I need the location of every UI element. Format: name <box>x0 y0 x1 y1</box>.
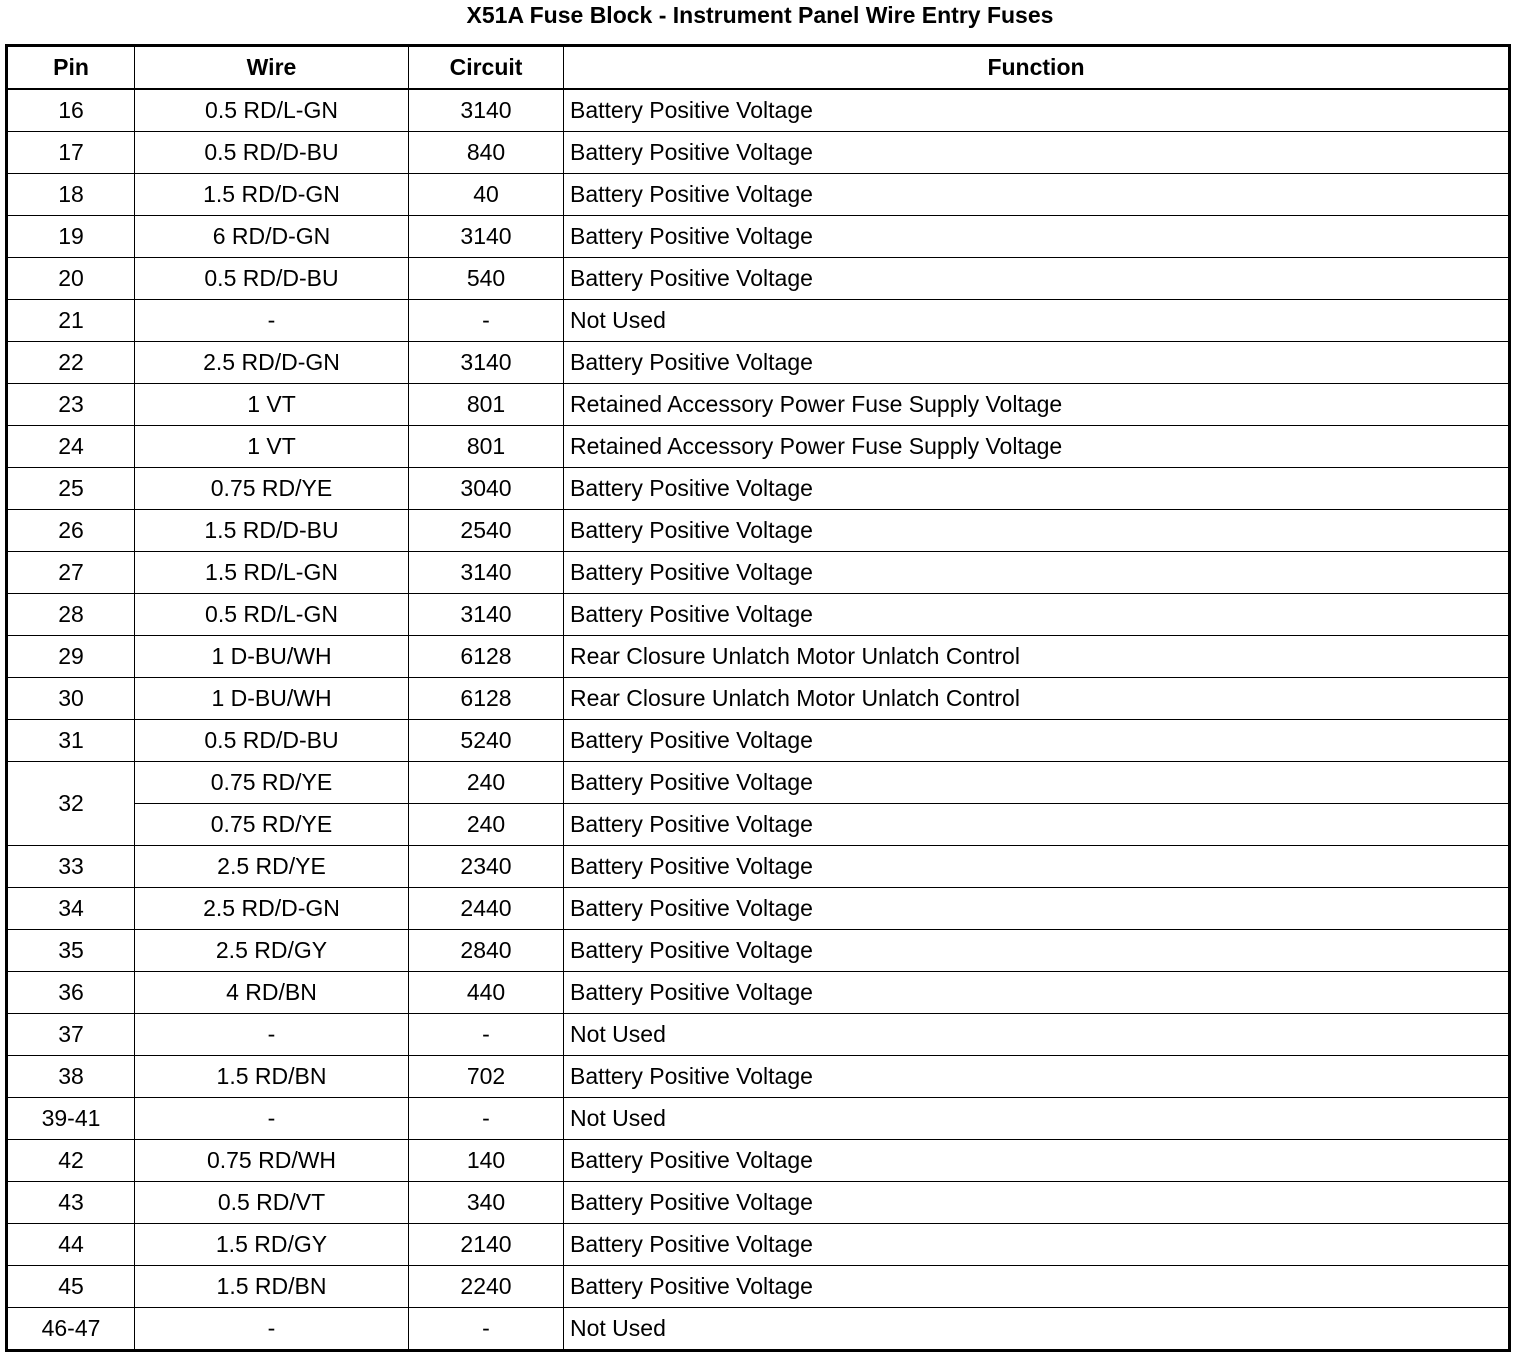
cell-wire: 1.5 RD/D-GN <box>135 174 409 216</box>
cell-function: Battery Positive Voltage <box>564 1182 1510 1224</box>
cell-function: Battery Positive Voltage <box>564 1056 1510 1098</box>
cell-circuit: 801 <box>409 426 564 468</box>
cell-wire: 2.5 RD/D-GN <box>135 342 409 384</box>
cell-circuit: 340 <box>409 1182 564 1224</box>
table-body <box>7 89 1510 1351</box>
cell-pin: 22 <box>7 342 135 384</box>
cell-function: Battery Positive Voltage <box>564 258 1510 300</box>
cell-pin: 38 <box>7 1056 135 1098</box>
cell-function: Battery Positive Voltage <box>564 89 1510 132</box>
table-row <box>7 762 1510 804</box>
cell-circuit: 240 <box>409 762 564 804</box>
cell-circuit: 801 <box>409 384 564 426</box>
cell-wire: 1 VT <box>135 426 409 468</box>
cell-circuit: 2240 <box>409 1266 564 1308</box>
cell-function: Not Used <box>564 1098 1510 1140</box>
table-row <box>7 678 1510 720</box>
cell-circuit: 840 <box>409 132 564 174</box>
cell-pin: 46-47 <box>7 1308 135 1351</box>
cell-circuit: 2840 <box>409 930 564 972</box>
cell-wire: 0.75 RD/YE <box>135 804 409 846</box>
cell-function: Rear Closure Unlatch Motor Unlatch Control <box>564 636 1510 678</box>
cell-function: Not Used <box>564 300 1510 342</box>
cell-wire: 2.5 RD/YE <box>135 846 409 888</box>
table-row <box>7 216 1510 258</box>
table-row <box>7 846 1510 888</box>
table-row <box>7 300 1510 342</box>
cell-wire: 4 RD/BN <box>135 972 409 1014</box>
cell-circuit: 2440 <box>409 888 564 930</box>
cell-pin: 35 <box>7 930 135 972</box>
cell-function: Battery Positive Voltage <box>564 594 1510 636</box>
cell-circuit: 5240 <box>409 720 564 762</box>
cell-pin: 39-41 <box>7 1098 135 1140</box>
cell-pin: 18 <box>7 174 135 216</box>
cell-pin: 26 <box>7 510 135 552</box>
cell-function: Battery Positive Voltage <box>564 1266 1510 1308</box>
cell-wire: 6 RD/D-GN <box>135 216 409 258</box>
cell-wire: 1.5 RD/D-BU <box>135 510 409 552</box>
cell-pin: 19 <box>7 216 135 258</box>
cell-wire: - <box>135 1308 409 1351</box>
cell-pin: 36 <box>7 972 135 1014</box>
table-row <box>7 1308 1510 1351</box>
cell-circuit: 6128 <box>409 678 564 720</box>
cell-wire: 1.5 RD/BN <box>135 1056 409 1098</box>
cell-pin: 20 <box>7 258 135 300</box>
table-row <box>7 510 1510 552</box>
cell-circuit: 440 <box>409 972 564 1014</box>
cell-pin: 27 <box>7 552 135 594</box>
cell-pin: 32 <box>7 762 135 846</box>
table-row <box>7 132 1510 174</box>
table-row <box>7 930 1510 972</box>
table-row <box>7 342 1510 384</box>
cell-circuit: 3140 <box>409 552 564 594</box>
cell-wire: 0.75 RD/YE <box>135 762 409 804</box>
cell-circuit: 3140 <box>409 342 564 384</box>
cell-pin: 31 <box>7 720 135 762</box>
cell-circuit: - <box>409 300 564 342</box>
cell-wire: 2.5 RD/GY <box>135 930 409 972</box>
header-function: Function <box>564 46 1510 90</box>
cell-function: Battery Positive Voltage <box>564 804 1510 846</box>
table-row <box>7 1182 1510 1224</box>
cell-pin: 28 <box>7 594 135 636</box>
cell-function: Battery Positive Voltage <box>564 174 1510 216</box>
cell-function: Battery Positive Voltage <box>564 552 1510 594</box>
table-row <box>7 1056 1510 1098</box>
table-row <box>7 972 1510 1014</box>
cell-pin: 30 <box>7 678 135 720</box>
cell-circuit: 2540 <box>409 510 564 552</box>
cell-pin: 34 <box>7 888 135 930</box>
cell-circuit: 540 <box>409 258 564 300</box>
cell-pin: 42 <box>7 1140 135 1182</box>
cell-wire: 1 VT <box>135 384 409 426</box>
table-row <box>7 1266 1510 1308</box>
cell-pin: 44 <box>7 1224 135 1266</box>
cell-wire: 1.5 RD/L-GN <box>135 552 409 594</box>
table-row <box>7 174 1510 216</box>
cell-pin: 29 <box>7 636 135 678</box>
cell-pin: 16 <box>7 89 135 132</box>
cell-wire: 1.5 RD/GY <box>135 1224 409 1266</box>
table-row <box>7 258 1510 300</box>
cell-function: Battery Positive Voltage <box>564 468 1510 510</box>
table-row <box>7 804 1510 846</box>
table-row <box>7 888 1510 930</box>
table-row <box>7 468 1510 510</box>
cell-circuit: - <box>409 1308 564 1351</box>
cell-pin: 37 <box>7 1014 135 1056</box>
cell-wire: 0.75 RD/WH <box>135 1140 409 1182</box>
table-row <box>7 594 1510 636</box>
cell-pin: 21 <box>7 300 135 342</box>
cell-function: Battery Positive Voltage <box>564 1140 1510 1182</box>
cell-wire: 2.5 RD/D-GN <box>135 888 409 930</box>
cell-circuit: 140 <box>409 1140 564 1182</box>
cell-wire: 1.5 RD/BN <box>135 1266 409 1308</box>
cell-function: Retained Accessory Power Fuse Supply Voltage <box>564 426 1510 468</box>
cell-circuit: 40 <box>409 174 564 216</box>
cell-wire: 0.5 RD/D-BU <box>135 258 409 300</box>
header-pin: Pin <box>7 46 135 90</box>
cell-function: Battery Positive Voltage <box>564 762 1510 804</box>
cell-pin: 43 <box>7 1182 135 1224</box>
cell-circuit: 2140 <box>409 1224 564 1266</box>
cell-circuit: 3140 <box>409 89 564 132</box>
table-row <box>7 1224 1510 1266</box>
cell-pin: 25 <box>7 468 135 510</box>
cell-function: Battery Positive Voltage <box>564 132 1510 174</box>
table-row <box>7 1014 1510 1056</box>
cell-circuit: 3040 <box>409 468 564 510</box>
cell-pin: 24 <box>7 426 135 468</box>
cell-function: Battery Positive Voltage <box>564 342 1510 384</box>
cell-function: Not Used <box>564 1014 1510 1056</box>
cell-function: Battery Positive Voltage <box>564 1224 1510 1266</box>
fuse-table <box>5 44 1511 1352</box>
cell-pin: 45 <box>7 1266 135 1308</box>
header-circuit: Circuit <box>409 46 564 90</box>
cell-pin: 23 <box>7 384 135 426</box>
cell-function: Battery Positive Voltage <box>564 930 1510 972</box>
cell-wire: 0.5 RD/D-BU <box>135 132 409 174</box>
table-row <box>7 1098 1510 1140</box>
cell-function: Battery Positive Voltage <box>564 510 1510 552</box>
table-row <box>7 1140 1510 1182</box>
cell-function: Battery Positive Voltage <box>564 846 1510 888</box>
cell-circuit: - <box>409 1014 564 1056</box>
table-row <box>7 720 1510 762</box>
table-row <box>7 636 1510 678</box>
cell-function: Battery Positive Voltage <box>564 972 1510 1014</box>
page-title: X51A Fuse Block - Instrument Panel Wire Entry Fuses <box>466 2 1054 28</box>
cell-circuit: 3140 <box>409 216 564 258</box>
table-row <box>7 89 1510 132</box>
cell-function: Battery Positive Voltage <box>564 888 1510 930</box>
cell-circuit: - <box>409 1098 564 1140</box>
table-row <box>7 384 1510 426</box>
table-row <box>7 552 1510 594</box>
table-row <box>7 426 1510 468</box>
cell-wire: - <box>135 1014 409 1056</box>
cell-circuit: 240 <box>409 804 564 846</box>
cell-function: Not Used <box>564 1308 1510 1351</box>
cell-wire: 0.75 RD/YE <box>135 468 409 510</box>
cell-wire: 0.5 RD/L-GN <box>135 89 409 132</box>
cell-wire: - <box>135 1098 409 1140</box>
cell-wire: 1 D-BU/WH <box>135 636 409 678</box>
cell-circuit: 2340 <box>409 846 564 888</box>
header-wire: Wire <box>135 46 409 90</box>
cell-function: Retained Accessory Power Fuse Supply Voltage <box>564 384 1510 426</box>
cell-circuit: 3140 <box>409 594 564 636</box>
cell-function: Battery Positive Voltage <box>564 720 1510 762</box>
cell-circuit: 702 <box>409 1056 564 1098</box>
cell-wire: 1 D-BU/WH <box>135 678 409 720</box>
header-row <box>7 46 1510 90</box>
cell-wire: 0.5 RD/D-BU <box>135 720 409 762</box>
cell-wire: - <box>135 300 409 342</box>
cell-wire: 0.5 RD/VT <box>135 1182 409 1224</box>
cell-function: Battery Positive Voltage <box>564 216 1510 258</box>
cell-function: Rear Closure Unlatch Motor Unlatch Control <box>564 678 1510 720</box>
cell-wire: 0.5 RD/L-GN <box>135 594 409 636</box>
cell-pin: 17 <box>7 132 135 174</box>
cell-pin: 33 <box>7 846 135 888</box>
cell-circuit: 6128 <box>409 636 564 678</box>
